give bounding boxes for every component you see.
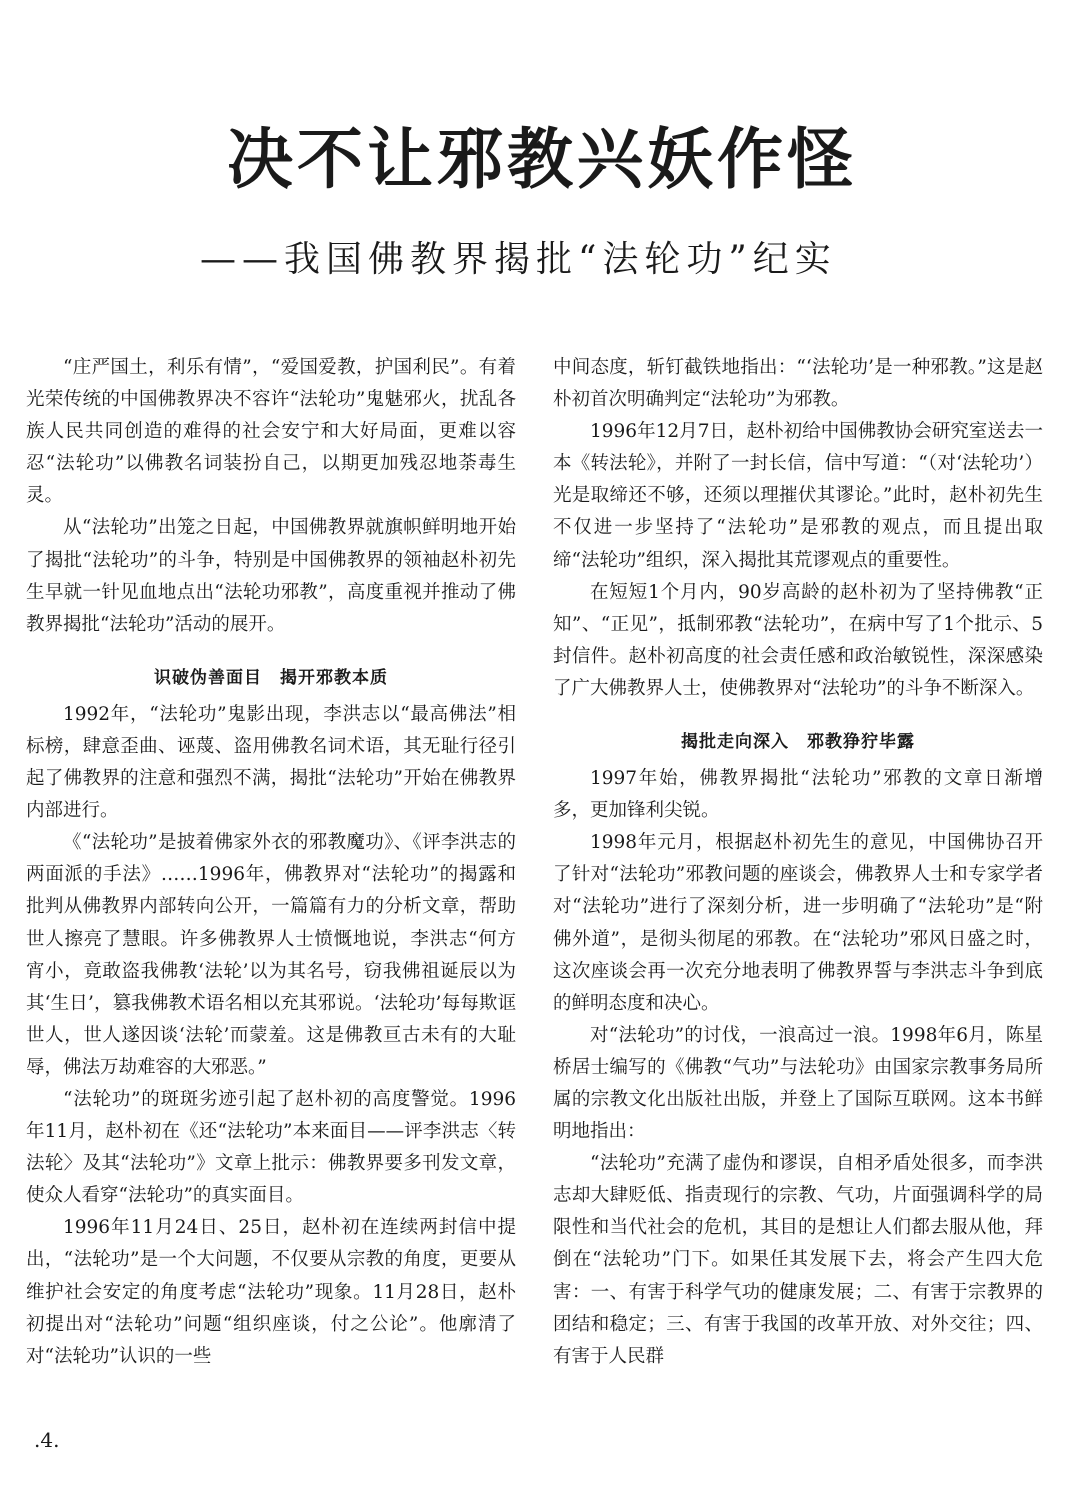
section-heading-part: 揭开邪教本质 [280, 667, 388, 688]
section-heading [26, 663, 516, 693]
paragraph: 1996年11月24日、25日，赵朴初在连续两封信中提出，“法轮功”是一个大问题，不仅要从宗教的角度，更要从维护社会安定的角度考虑“法轮功”现象。11月28日，赵朴初提出对“法轮功”问题“组织座谈，付之公论”。他廓清了对“法轮功”认识的一些 [26, 1217, 516, 1367]
section-heading-part: 揭批走向深入 [681, 732, 789, 753]
paragraph: 1998年元月，根据赵朴初先生的意见，中国佛协召开了针对“法轮功”邪教问题的座谈会，佛教界人士和专家学者对“法轮功”进行了深刻分析，进一步明确了“法轮功”是“附佛外道”，是彻头彻尾的邪教。在“法轮功”邪风日盛之时，这次座谈会再一次充分地表明了佛教界誓与李洪志斗争到底的鲜明态度和决心。 [553, 832, 1043, 1014]
page-number: .4. [34, 1428, 60, 1452]
article-subtitle: ——我国佛教界揭批“法轮功”纪实 [200, 239, 837, 280]
section-heading-part: 识破伪善面目 [154, 667, 262, 688]
paragraph: 1992年，“法轮功”鬼影出现，李洪志以“最高佛法”相标榜，肆意歪曲、诬蔑、盗用佛教名词术语，其无耻行径引起了佛教界的注意和强烈不满，揭批“法轮功”开始在佛教界内部进行。 [26, 703, 516, 822]
left-column [26, 352, 516, 1373]
section-heading-part: 邪教狰狞毕露 [807, 732, 915, 753]
article-title: 决不让邪教兴妖作怪 [227, 121, 857, 198]
right-column [553, 352, 1043, 1373]
paragraph: 在短短1个月内，90岁高龄的赵朴初为了坚持佛教“正知”、“正见”，抵制邪教“法轮功”，在病中写了1个批示、5封信件。赵朴初高度的社会责任感和政治敏锐性，深深感染了广大佛教界人士，使佛教界对“法轮功”的斗争不断深入。 [553, 581, 1043, 699]
quote-paragraph: “法轮功”充满了虚伪和谬误，自相矛盾处很多，而李洪志却大肆贬低、指责现行的宗教、气功，片面强调科学的局限性和当代社会的危机，其目的是想让人们都去服从他，拜倒在“法轮功”门下。如果任其发展下去，将会产生四大危害：一、有害于科学气功的健康发展；二、有害于宗教界的团结和稳定；三、有害于我国的改革开放、对外交往；四、有害于人民群 [553, 1153, 1043, 1367]
paragraph-continued: 中间态度，斩钉截铁地指出：“‘法轮功’是一种邪教。”这是赵朴初首次明确判定“法轮功”为邪教。 [553, 357, 1043, 411]
paragraph: “庄严国土，利乐有情”，“爱国爱教，护国利民”。有着光荣传统的中国佛教界决不容许“法轮功”鬼魅邪火，扰乱各族人民共同创造的难得的社会安宁和大好局面，更难以容忍“法轮功”以佛教名词装扮自己，以期更加残忍地荼毒生灵。 [26, 357, 516, 507]
section-heading [553, 727, 1043, 757]
paragraph: 从“法轮功”出笼之日起，中国佛教界就旗帜鲜明地开始了揭批“法轮功”的斗争，特别是中国佛教界的领袖赵朴初先生早就一针见血地点出“法轮功邪教”，高度重视并推动了佛教界揭批“法轮功”活动的展开。 [26, 517, 516, 635]
paragraph: 《“法轮功”是披着佛家外衣的邪教魔功》、《评李洪志的两面派的手法》……1996年，佛教界对“法轮功”的揭露和批判从佛教界内部转向公开，一篇篇有力的分析文章，帮助世人擦亮了慧眼。许多佛教界人士愤慨地说，李洪志“何方宵小，竟敢盗我佛教‘法轮’以为其名号，窃我佛祖诞辰以为其‘生日’，篡我佛教术语名相以充其邪说。‘法轮功’每每欺诓世人，世人遂因谈‘法轮’而蒙羞。这是佛教亘古未有的大耻辱，佛法万劫难容的大邪恶。” [26, 832, 516, 1078]
paragraph: 1996年12月7日，赵朴初给中国佛教协会研究室送去一本《转法轮》，并附了一封长信，信中写道：“（对‘法轮功’）光是取缔还不够，还须以理摧伏其谬论。”此时，赵朴初先生不仅进一步坚持了“法轮功”是邪教的观点，而且提出取缔“法轮功”组织，深入揭批其荒谬观点的重要性。 [553, 421, 1043, 571]
paragraph: 对“法轮功”的讨伐，一浪高过一浪。1998年6月，陈星桥居士编写的《佛教“气功”与法轮功》由国家宗教事务局所属的宗教文化出版社出版，并登上了国际互联网。这本书鲜明地指出： [553, 1024, 1043, 1143]
paragraph: 1997年始，佛教界揭批“法轮功”邪教的文章日渐增多，更加锋利尖锐。 [553, 768, 1043, 822]
paragraph: “法轮功”的斑斑劣迹引起了赵朴初的高度警觉。1996年11月，赵朴初在《还“法轮功”本来面目——评李洪志〈转法轮〉及其“法轮功”》文章上批示：佛教界要多刊发文章，使众人看穿“法轮功”的真实面目。 [26, 1088, 516, 1207]
